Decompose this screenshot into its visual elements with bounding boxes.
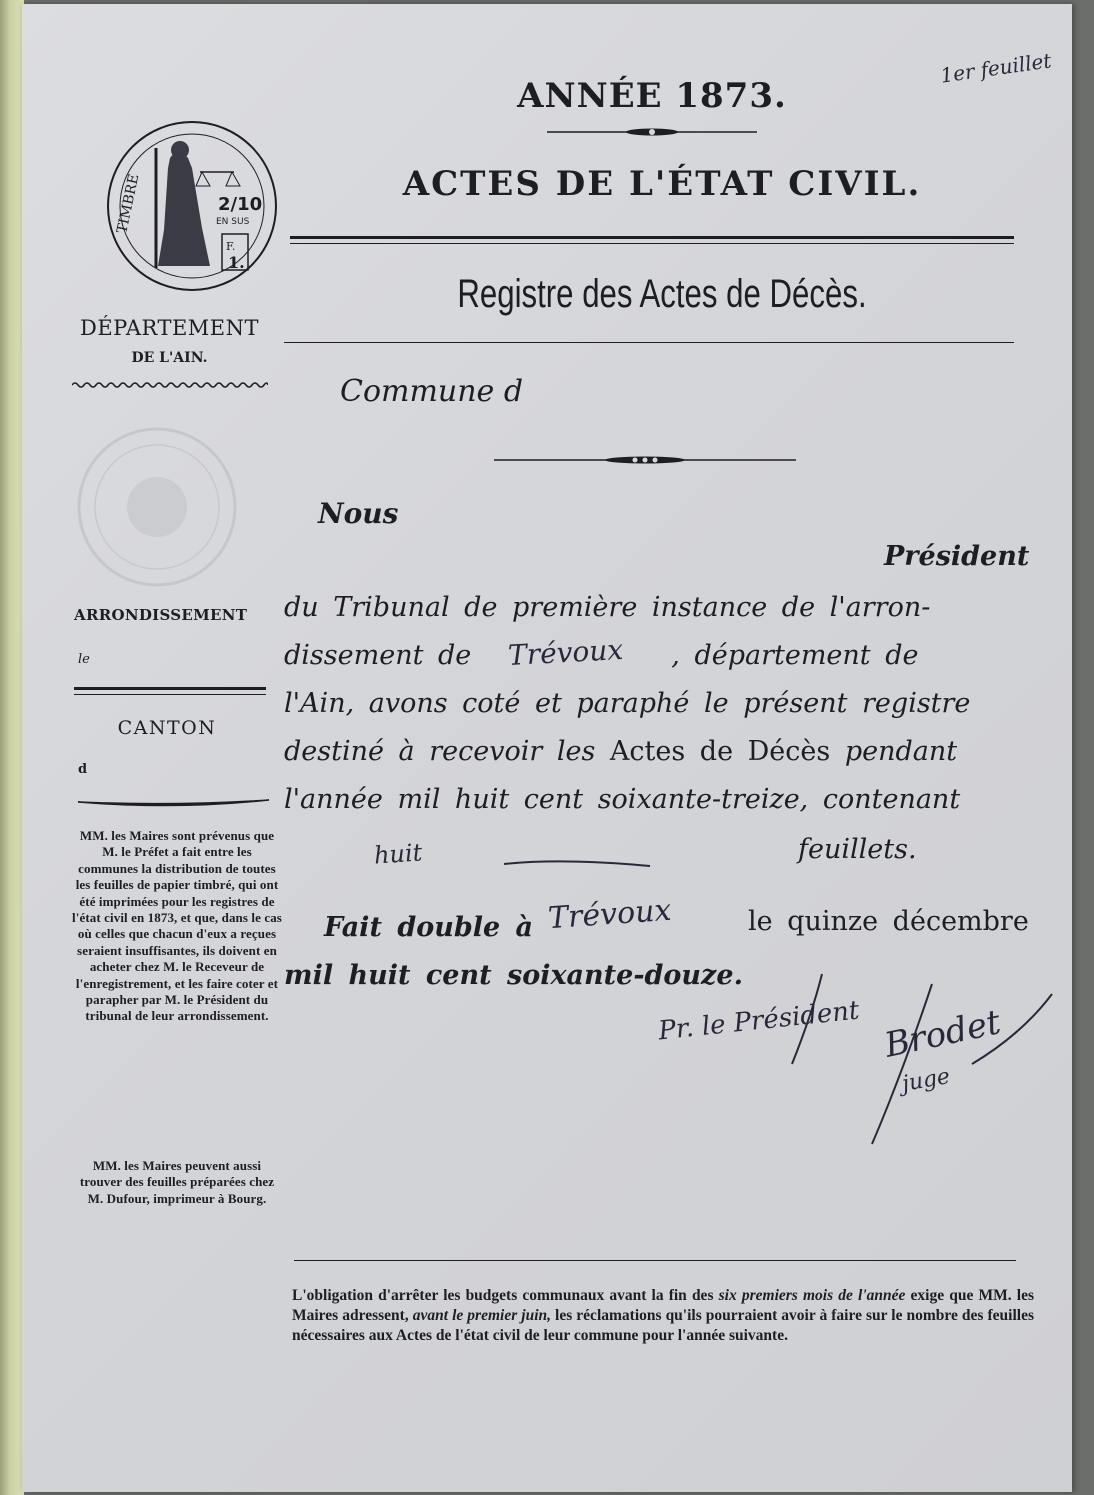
canton-d: d bbox=[78, 762, 88, 777]
tax-stamp-icon bbox=[104, 118, 280, 294]
handwritten-count: huit bbox=[373, 838, 424, 870]
handwritten-place: Trévoux bbox=[546, 892, 673, 937]
commune-label: Commune d bbox=[340, 374, 524, 409]
body-line-4-end: pendant bbox=[844, 736, 958, 767]
nous-word: Nous bbox=[318, 497, 399, 530]
year-text: mil huit cent soixante-douze. bbox=[284, 960, 743, 991]
handwritten-dash-icon bbox=[502, 856, 652, 870]
sidebar-double-rule-top bbox=[74, 687, 266, 690]
book-binding-edge bbox=[0, 0, 24, 1495]
footer-notice bbox=[292, 1286, 1034, 1346]
department-name: DE L'AIN. bbox=[131, 350, 208, 366]
handwritten-for-president: Pr. le Président bbox=[656, 995, 861, 1047]
footer-part-3: exige que MM. les Maires adressent, bbox=[292, 1287, 1034, 1324]
ornament-divider-icon bbox=[494, 452, 796, 468]
register-underline bbox=[284, 342, 1014, 343]
body-line-4-acts: Actes de Décès bbox=[609, 736, 831, 767]
footer-rule bbox=[294, 1260, 1016, 1261]
svg-text:TIMBRE: TIMBRE bbox=[114, 172, 143, 235]
body-line-2-start: dissement de bbox=[284, 640, 472, 671]
double-rule-top bbox=[290, 236, 1014, 239]
handwritten-arrondissement: Trévoux bbox=[507, 633, 624, 672]
handwritten-folio-note: 1er feuillet bbox=[938, 48, 1053, 88]
body-line-1: du Tribunal de première instance de l'arron- bbox=[284, 592, 931, 623]
year-heading: ANNÉE 1873. bbox=[517, 76, 787, 116]
canton-label: CANTON bbox=[117, 717, 217, 739]
fait-double-text: Fait double à bbox=[324, 912, 534, 943]
body-line-4 bbox=[284, 736, 957, 767]
handwritten-signature: Brodet bbox=[881, 1002, 1005, 1066]
civil-acts-heading: ACTES DE L'ÉTAT CIVIL. bbox=[402, 164, 922, 204]
feuillets-word: feuillets. bbox=[798, 834, 917, 865]
embossed-seal-icon bbox=[72, 422, 242, 592]
footer-part-4: avant le premier juin, bbox=[412, 1307, 551, 1324]
sidebar-notice-printer: MM. les Maires peuvent aussi trouver des feuilles préparées chez M. Dufour, imprimeur à Bourg. bbox=[79, 1158, 275, 1206]
wavy-rule-icon bbox=[72, 380, 268, 390]
body-line-3: l'Ain, avons coté et paraphé le présent registre bbox=[284, 688, 971, 719]
register-page bbox=[22, 4, 1072, 1492]
body-line-4-start: destiné à recevoir les bbox=[284, 736, 596, 767]
footer-part-5: les réclamations qu'ils pourraient avoir à faire sur le nombre des feuilles nécessaires aux Actes de l'état civil de leur commune pour l'année suivante. bbox=[292, 1307, 1034, 1344]
footer-part-2: six premiers mois de l'année bbox=[718, 1287, 906, 1304]
arrondissement-le: le bbox=[78, 652, 90, 667]
footer-part-1: L'obligation d'arrêter les budgets communaux avant la fin des bbox=[292, 1287, 714, 1304]
svg-text:F.: F. bbox=[226, 240, 236, 253]
register-heading: Registre des Actes de Décès. bbox=[457, 272, 867, 316]
handwritten-juge: juge bbox=[900, 1064, 952, 1097]
sidebar-notice-stamped-paper: MM. les Maires sont prévenus que M. le Préfet a fait entre les communes la distribution de toutes les feuilles de papier timbré, qui ont été imprimées pour les registres de l'état civil en 1873, et que, dans le cas où celles que chacun d'eux a reçues seraient insuffisantes, ils doivent en acheter chez M. le Receveur de l'enregistrement, et les faire coter et parapher par M. le Président du tribunal de leur arrondissement. bbox=[72, 828, 282, 1024]
ornament-rule-icon bbox=[547, 124, 757, 140]
department-label: DÉPARTEMENT bbox=[79, 316, 260, 340]
double-rule-bottom bbox=[290, 243, 1014, 244]
body-line-2-end: , département de bbox=[671, 640, 919, 671]
swoosh-rule-icon bbox=[76, 796, 271, 812]
svg-text:1.: 1. bbox=[228, 253, 245, 272]
sidebar-double-rule-bottom bbox=[74, 694, 266, 695]
svg-text:EN SUS: EN SUS bbox=[216, 217, 250, 227]
date-text: le quinze décembre bbox=[748, 906, 1029, 937]
president-word: Président bbox=[884, 541, 1030, 572]
body-line-5: l'année mil huit cent soixante-treize, contenant bbox=[284, 784, 961, 815]
svg-text:2/10: 2/10 bbox=[218, 194, 263, 215]
arrondissement-label: ARRONDISSEMENT bbox=[74, 606, 248, 624]
signature-flourish-icon bbox=[642, 954, 1062, 1154]
